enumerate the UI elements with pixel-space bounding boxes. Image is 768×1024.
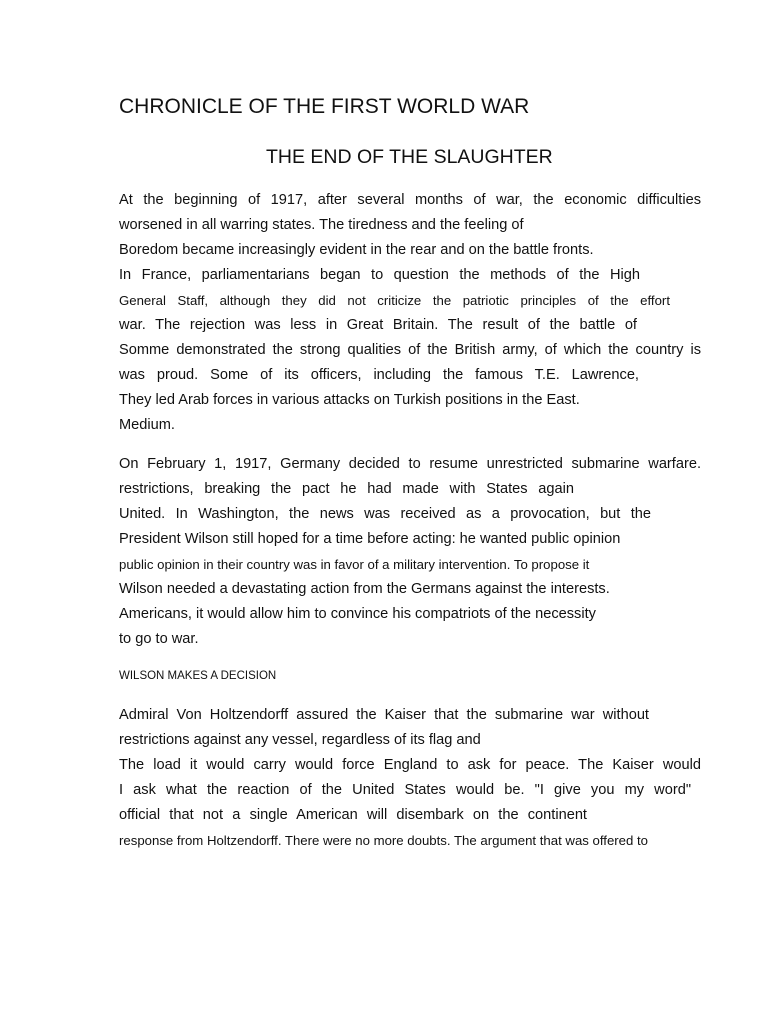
text-line: The load it would carry would force England to ask for peace. The Kaiser would [119, 757, 701, 773]
paragraph-2 [119, 452, 701, 652]
text-line: official that not a single American will disembark on the continent [119, 807, 587, 823]
text-line: Medium. [119, 417, 175, 433]
text-line: restrictions against any vessel, regardless of its flag and [119, 732, 481, 748]
text-line: Somme demonstrated the strong qualities of the British army, of which the country is [119, 342, 701, 358]
section-heading: WILSON MAKES A DECISION [119, 670, 277, 682]
text-line: worsened in all warring states. The tiredness and the feeling of [119, 217, 524, 233]
text-line: public opinion in their country was in favor of a military intervention. To propose it [119, 557, 590, 572]
text-line: Boredom became increasingly evident in the rear and on the battle fronts. [119, 242, 594, 258]
text-line: President Wilson still hoped for a time before acting: he wanted public opinion [119, 531, 621, 547]
text-line: Wilson needed a devastating action from the Germans against the interests. [119, 581, 610, 597]
text-line: restrictions, breaking the pact he had made with States again [119, 481, 574, 497]
text-line: response from Holtzendorff. There were no more doubts. The argument that was offered to [119, 833, 649, 848]
text-line: Americans, it would allow him to convince his compatriots of the necessity [119, 606, 596, 622]
text-line: In France, parliamentarians began to question the methods of the High [119, 267, 640, 283]
text-line: On February 1, 1917, Germany decided to resume unrestricted submarine warfare. [119, 456, 701, 472]
document-subtitle: THE END OF THE SLAUGHTER [266, 146, 553, 168]
text-line: They led Arab forces in various attacks on Turkish positions in the East. [119, 392, 580, 408]
text-line: United. In Washington, the news was received as a provocation, but the [119, 506, 651, 522]
text-line: Admiral Von Holtzendorff assured the Kaiser that the submarine war without [119, 707, 649, 723]
text-line: General Staff, although they did not criticize the patriotic principles of the effort [119, 293, 670, 308]
text-line: war. The rejection was less in Great Britain. The result of the battle of [119, 317, 637, 333]
paragraph-1 [119, 188, 701, 438]
text-line: At the beginning of 1917, after several months of war, the economic difficulties [119, 192, 701, 208]
paragraph-3 [119, 703, 701, 853]
text-line: to go to war. [119, 631, 199, 647]
document-title: CHRONICLE OF THE FIRST WORLD WAR [119, 95, 530, 118]
text-line: was proud. Some of its officers, including the famous T.E. Lawrence, [119, 367, 639, 383]
text-line: I ask what the reaction of the United States would be. "I give you my word" [119, 782, 691, 798]
